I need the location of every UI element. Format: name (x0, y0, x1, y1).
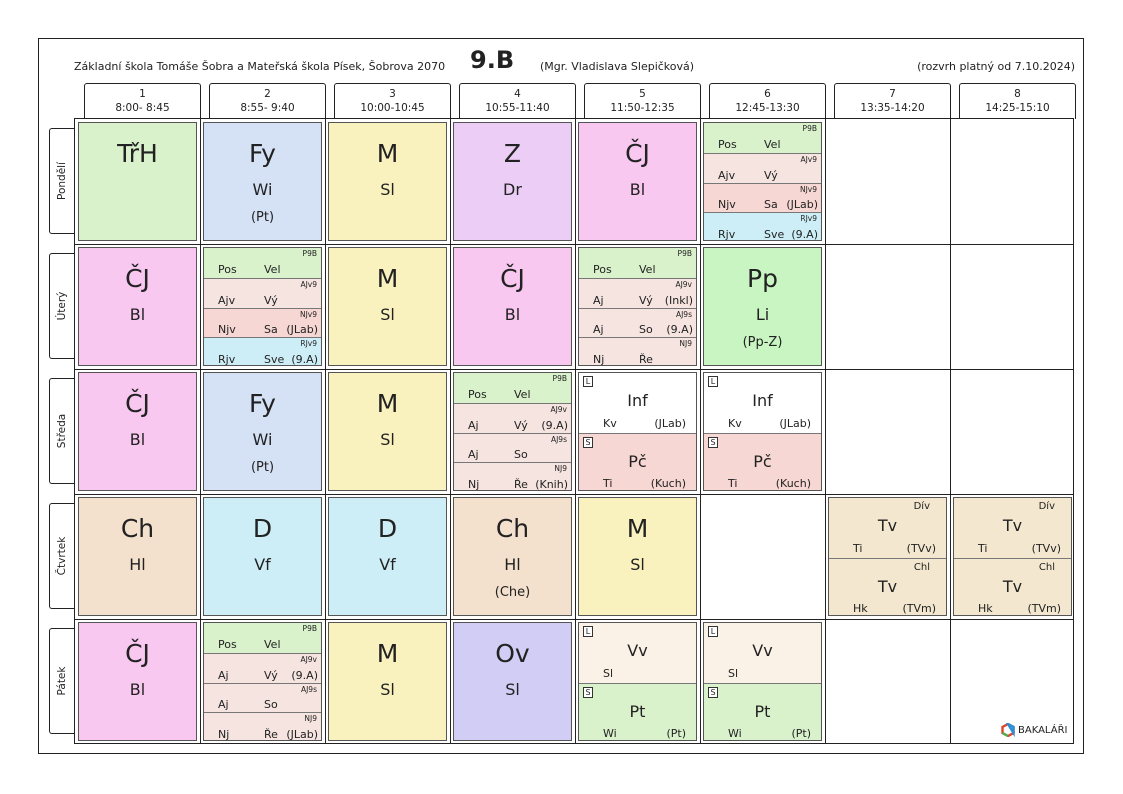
room-code: (Inkl) (664, 293, 693, 307)
day-label-4 (49, 503, 74, 609)
grid-row-line (75, 369, 1073, 370)
subject-name: Vv (627, 641, 648, 660)
subject-name: Ajv (718, 168, 736, 182)
period-time: 8:00- 8:45 (115, 102, 170, 114)
group-lesson (954, 558, 1071, 617)
group-lesson (579, 278, 696, 308)
period-header-5 (584, 83, 701, 119)
group-lesson (454, 373, 571, 403)
group-code: RJv9 (300, 339, 317, 349)
group-lesson (454, 403, 571, 433)
day-label-5 (49, 628, 74, 734)
period-time: 13:35-14:20 (860, 102, 925, 114)
teacher-code: Wi (603, 727, 617, 740)
subject-name: Pos (218, 262, 237, 276)
lesson-cell (203, 122, 322, 241)
subject-name: D (252, 514, 273, 543)
room-code: (JLab) (654, 416, 686, 430)
group-lesson (829, 498, 946, 558)
group-lesson (204, 712, 321, 741)
teacher-code: Bl (629, 180, 646, 199)
period-number: 8 (1014, 88, 1021, 100)
teacher-code: Ře (639, 353, 653, 366)
lesson-cell (828, 497, 947, 616)
room-code: (9.A) (291, 353, 318, 366)
room-code: (9.A) (541, 418, 568, 432)
subject-name: Aj (593, 293, 604, 307)
subject-name: Pp (747, 264, 778, 293)
subject-name: Pt (754, 701, 771, 721)
grid-column-line (700, 119, 701, 743)
lesson-cell (578, 122, 697, 241)
teacher-code: Sl (505, 680, 520, 699)
teacher-code: Sl (603, 666, 614, 680)
subject-name: Inf (752, 391, 773, 410)
week-parity-badge: L (708, 376, 718, 387)
subject-name: Inf (627, 391, 648, 410)
teacher-code: Vý (514, 418, 528, 432)
group-code: AJ9s (300, 684, 317, 694)
room-code: (9.A) (291, 668, 318, 682)
teacher-code: Wi (252, 180, 273, 199)
lesson-cell (578, 497, 697, 616)
validity-date: (rozvrh platný od 7.10.2024) (917, 60, 1075, 73)
lesson-cell (328, 247, 447, 366)
teacher-code: Ře (264, 728, 278, 741)
period-time: 10:55-11:40 (485, 102, 550, 114)
period-number: 5 (639, 88, 646, 100)
period-number: 2 (264, 88, 271, 100)
day-name: Čtvrtek (56, 536, 68, 576)
period-header-3 (334, 83, 451, 119)
group-code: AJ9s (675, 309, 692, 319)
subject-name: Njv (718, 198, 736, 212)
teacher-code: Sve (764, 228, 785, 241)
group-lesson (829, 558, 946, 617)
day-name: Pátek (56, 666, 68, 696)
week-alternating-lesson (704, 433, 821, 492)
subject-name: Aj (468, 418, 479, 432)
day-name: Středa (56, 413, 68, 449)
subject-name: Aj (218, 668, 229, 682)
lesson-cell (78, 122, 197, 241)
period-time: 14:25-15:10 (985, 102, 1050, 114)
lesson-cell (453, 622, 572, 741)
subject-name: Pč (753, 451, 772, 471)
lesson-cell (703, 122, 822, 241)
bakalari-logo (1001, 723, 1067, 737)
group-lesson (579, 337, 696, 366)
week-alternating-lesson (704, 623, 821, 683)
week-parity-badge: S (583, 437, 593, 448)
week-alternating-lesson (704, 683, 821, 742)
room-code: (Kuch) (650, 477, 686, 490)
period-header-8 (959, 83, 1076, 119)
lesson-cell (453, 372, 572, 491)
room-code: (TVv) (906, 541, 936, 555)
group-code: NJ9 (554, 464, 567, 474)
teacher-code: Ti (853, 541, 863, 555)
teacher-code: Hl (129, 555, 146, 574)
group-code: NJv9 (299, 309, 317, 319)
teacher-code: Bl (504, 305, 521, 324)
teacher-code: Sa (264, 323, 278, 337)
subject-name: Nj (593, 353, 605, 366)
period-number: 3 (389, 88, 396, 100)
teacher-code: Vf (254, 555, 271, 574)
period-header-2 (209, 83, 326, 119)
room-code: (JLab) (286, 323, 318, 337)
group-code: Dív (913, 501, 930, 512)
week-alternating-lesson (579, 683, 696, 742)
week-parity-badge: S (708, 437, 718, 448)
group-lesson (704, 153, 821, 183)
group-lesson (204, 337, 321, 366)
group-lesson (704, 123, 821, 153)
day-label-1 (49, 128, 74, 234)
week-alternating-lesson (704, 373, 821, 433)
subject-name: Z (503, 139, 522, 168)
teacher-code: Dr (503, 180, 522, 199)
subject-name: Tv (1002, 576, 1023, 596)
room-code: (9.A) (666, 323, 693, 337)
room-code: (9.A) (791, 228, 818, 241)
room-code: (JLab) (779, 416, 811, 430)
group-code: RJv9 (800, 214, 817, 224)
teacher-code: Bl (129, 305, 146, 324)
group-code: AJv9 (300, 279, 317, 289)
group-lesson (579, 308, 696, 338)
period-header-1 (84, 83, 201, 119)
subject-name: ČJ (125, 264, 150, 293)
subject-name: Ov (495, 639, 530, 668)
subject-name: Nj (468, 478, 480, 491)
subject-name: Tv (877, 576, 898, 596)
period-number: 7 (889, 88, 896, 100)
grid-column-line (450, 119, 451, 743)
subject-name: TřH (117, 139, 158, 168)
lesson-cell (78, 497, 197, 616)
teacher-code: Vf (379, 555, 396, 574)
period-number: 4 (514, 88, 521, 100)
teacher-code: Li (755, 305, 770, 324)
group-code: P9B (552, 374, 567, 383)
teacher-code: Kv (728, 416, 742, 430)
subject-name: ČJ (625, 139, 650, 168)
lesson-cell (328, 497, 447, 616)
subject-name: Nj (218, 728, 230, 741)
week-parity-badge: S (583, 687, 593, 698)
subject-name: M (376, 639, 399, 668)
teacher-code: Hk (853, 602, 868, 615)
teacher-code: Wi (728, 727, 742, 740)
subject-name: Fy (249, 139, 276, 168)
lesson-cell (703, 372, 822, 491)
subject-name: Pos (593, 262, 612, 276)
subject-name: Pos (218, 637, 237, 651)
subject-name: Aj (218, 698, 229, 712)
subject-name: M (376, 139, 399, 168)
period-time: 10:00-10:45 (360, 102, 425, 114)
teacher-code: Wi (252, 430, 273, 449)
group-lesson (954, 498, 1071, 558)
lesson-cell (578, 622, 697, 741)
lesson-cell (78, 372, 197, 491)
subject-name: Aj (593, 323, 604, 337)
subject-name: Pos (718, 137, 737, 151)
teacher-code: Vý (264, 293, 278, 307)
group-code: NJ9 (304, 714, 317, 724)
subject-name: Ajv (218, 293, 236, 307)
teacher-code: Vel (639, 262, 656, 276)
teacher-code: Sl (630, 555, 645, 574)
subject-name: M (626, 514, 649, 543)
teacher-code: Hl (504, 555, 521, 574)
week-alternating-lesson (579, 623, 696, 683)
group-code: AJ9s (550, 434, 567, 444)
subject-name: Pč (628, 451, 647, 471)
teacher-code: Kv (603, 416, 617, 430)
lesson-cell (328, 372, 447, 491)
lesson-cell (453, 122, 572, 241)
bakalari-logo-icon (1001, 723, 1015, 737)
period-time: 11:50-12:35 (610, 102, 675, 114)
teacher-code: Vel (764, 137, 781, 151)
group-code: Dív (1038, 501, 1055, 512)
teacher-code: Bl (129, 430, 146, 449)
grid-column-line (575, 119, 576, 743)
lesson-cell (578, 247, 697, 366)
week-parity-badge: L (708, 626, 718, 637)
lesson-cell (703, 247, 822, 366)
teacher-code: Ti (978, 541, 988, 555)
lesson-cell (328, 622, 447, 741)
group-lesson (204, 683, 321, 713)
subject-name: Rjv (718, 228, 736, 241)
teacher-code: Ře (514, 478, 528, 491)
room-code: (Kuch) (775, 477, 811, 490)
room-code: (Knih) (535, 478, 568, 491)
week-parity-badge: S (708, 687, 718, 698)
teacher-code: Sl (380, 180, 395, 199)
teacher-code: Sve (264, 353, 285, 366)
subject-name: Vv (752, 641, 773, 660)
lesson-cell (203, 247, 322, 366)
teacher-code: So (639, 323, 653, 337)
subject-name: Fy (249, 389, 276, 418)
day-label-2 (49, 253, 74, 359)
room-code: (Pp-Z) (742, 335, 783, 350)
subject-name: Pos (468, 387, 487, 401)
group-code: P9B (802, 124, 817, 133)
subject-name: Tv (877, 516, 898, 535)
subject-name: M (376, 389, 399, 418)
week-alternating-lesson (579, 373, 696, 433)
teacher-code: Vel (264, 262, 281, 276)
school-name: Základní škola Tomáše Šobra a Mateřská škola Písek, Šobrova 2070 (74, 60, 446, 73)
lesson-cell (453, 497, 572, 616)
teacher-code: Vel (264, 637, 281, 651)
teacher-code: Sl (380, 430, 395, 449)
period-number: 1 (139, 88, 146, 100)
teacher-code: Sa (764, 198, 778, 212)
room-code: (Pt) (250, 460, 275, 475)
class-teacher: (Mgr. Vladislava Slepičková) (540, 60, 695, 73)
room-code: (Pt) (791, 727, 811, 740)
lesson-cell (203, 622, 322, 741)
lesson-cell (953, 497, 1072, 616)
room-code: (TVv) (1031, 541, 1061, 555)
group-code: P9B (677, 249, 692, 258)
subject-name: D (377, 514, 398, 543)
room-code: (TVm) (902, 602, 936, 615)
room-code: (Pt) (666, 727, 686, 740)
room-code: (JLab) (286, 728, 318, 741)
period-number: 6 (764, 88, 771, 100)
group-code: AJv9 (800, 154, 817, 164)
subject-name: ČJ (500, 264, 525, 293)
grid-column-line (325, 119, 326, 743)
grid-column-line (825, 119, 826, 743)
grid-column-line (200, 119, 201, 743)
period-header-6 (709, 83, 826, 119)
group-code: Chl (1038, 561, 1055, 573)
lesson-cell (453, 247, 572, 366)
grid-row-line (75, 494, 1073, 495)
subject-name: Ch (120, 514, 155, 543)
teacher-code: Sl (380, 680, 395, 699)
brand-name: BAKALÁŘI (1018, 724, 1068, 736)
teacher-code: Vel (514, 387, 531, 401)
group-lesson (704, 212, 821, 241)
group-code: P9B (302, 624, 317, 633)
group-lesson (204, 308, 321, 338)
period-header-4 (459, 83, 576, 119)
teacher-code: So (514, 448, 528, 462)
teacher-code: Hk (978, 602, 993, 615)
teacher-code: Ti (728, 477, 738, 490)
subject-name: Tv (1002, 516, 1023, 535)
lesson-cell (578, 372, 697, 491)
group-lesson (204, 623, 321, 653)
lesson-cell (203, 372, 322, 491)
grid-row-line (75, 244, 1073, 245)
lesson-cell (78, 247, 197, 366)
room-code: (Pt) (250, 210, 275, 225)
week-alternating-lesson (579, 433, 696, 492)
teacher-code: Vý (764, 168, 778, 182)
grid-column-line (950, 119, 951, 743)
teacher-code: Sl (728, 666, 739, 680)
week-parity-badge: L (583, 626, 593, 637)
teacher-code: Bl (129, 680, 146, 699)
room-code: (JLab) (786, 198, 818, 212)
lesson-cell (78, 622, 197, 741)
room-code: (Che) (494, 585, 531, 600)
subject-name: Ch (495, 514, 530, 543)
subject-name: Njv (218, 323, 236, 337)
subject-name: Aj (468, 448, 479, 462)
lesson-cell (328, 122, 447, 241)
teacher-code: Ti (603, 477, 613, 490)
period-header-7 (834, 83, 951, 119)
day-name: Úterý (56, 291, 68, 321)
group-code: AJ9v (300, 654, 317, 664)
group-lesson (579, 248, 696, 278)
class-title: 9.B (470, 46, 515, 74)
group-code: P9B (302, 249, 317, 258)
lesson-cell (703, 622, 822, 741)
day-label-3 (49, 378, 74, 484)
group-code: Chl (913, 561, 930, 573)
period-time: 8:55- 9:40 (240, 102, 295, 114)
group-lesson (454, 462, 571, 491)
lesson-cell (203, 497, 322, 616)
group-code: AJ9v (675, 279, 692, 289)
timetable-grid (74, 118, 1074, 744)
group-code: NJ9 (679, 339, 692, 349)
grid-row-line (75, 619, 1073, 620)
group-code: AJ9v (550, 404, 567, 414)
week-parity-badge: L (583, 376, 593, 387)
day-name: Pondělí (56, 162, 68, 200)
period-time: 12:45-13:30 (735, 102, 800, 114)
subject-name: Pt (629, 701, 646, 721)
group-lesson (204, 278, 321, 308)
group-lesson (704, 183, 821, 213)
room-code: (TVm) (1027, 602, 1061, 615)
teacher-code: Vý (639, 293, 653, 307)
subject-name: ČJ (125, 639, 150, 668)
subject-name: Rjv (218, 353, 236, 366)
group-lesson (454, 433, 571, 463)
group-lesson (204, 248, 321, 278)
subject-name: ČJ (125, 389, 150, 418)
teacher-code: So (264, 698, 278, 712)
group-code: NJv9 (799, 184, 817, 194)
subject-name: M (376, 264, 399, 293)
group-lesson (204, 653, 321, 683)
teacher-code: Vý (264, 668, 278, 682)
teacher-code: Sl (380, 305, 395, 324)
